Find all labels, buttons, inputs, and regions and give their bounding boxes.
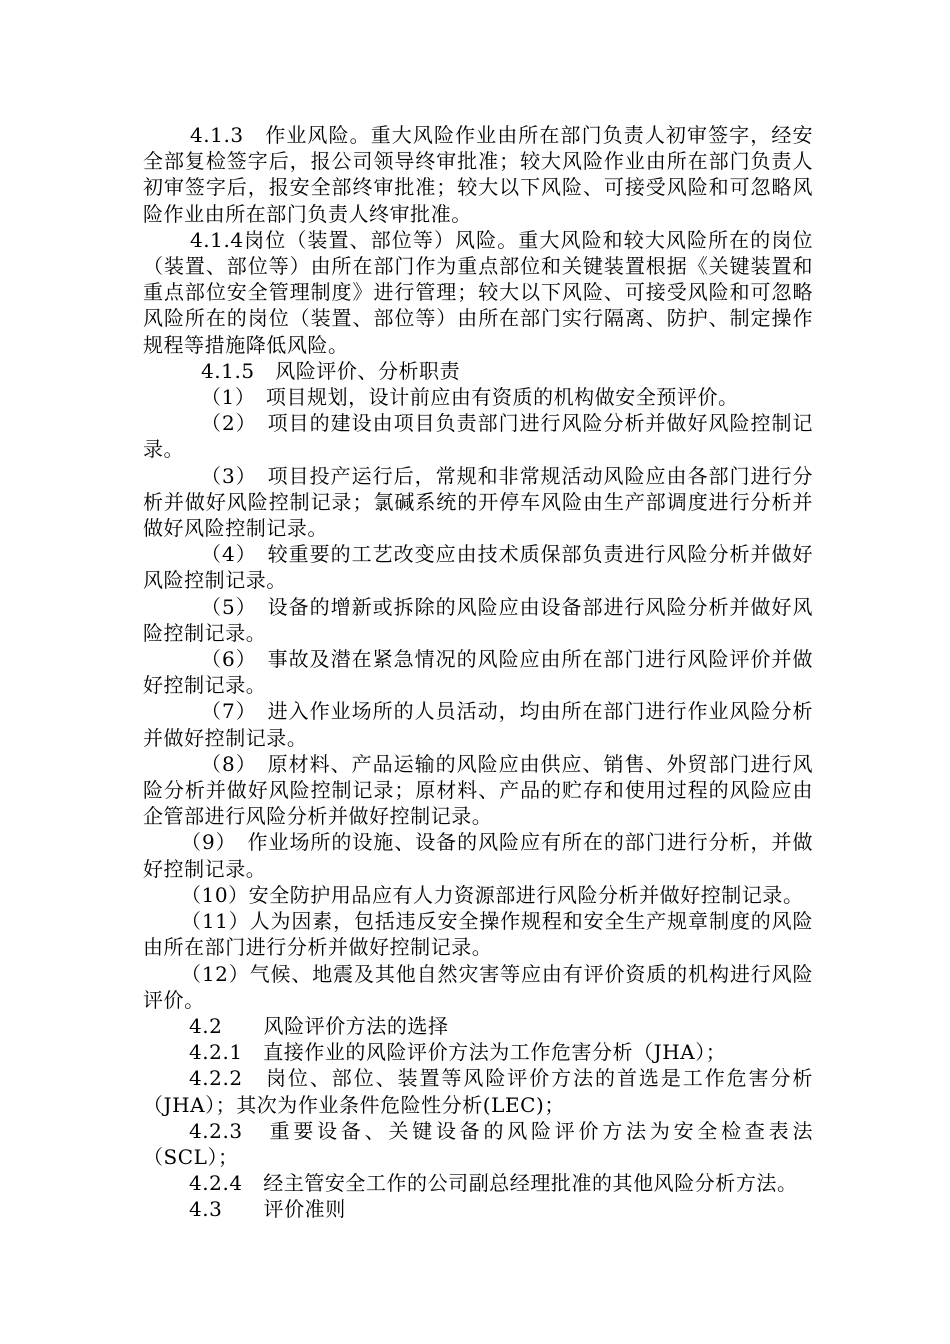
list-item-12: （12）气候、地震及其他自然灾害等应由有评价资质的机构进行风险评价。 bbox=[143, 961, 813, 1012]
heading-4-2: 4.2 风险评价方法的选择 bbox=[189, 1013, 449, 1038]
paragraph-4-1-4: 4.1.4岗位（装置、部位等）风险。重大风险和较大风险所在的岗位（装置、部位等）由所在部门作为重点部位和关键装置根据《关键装置和重点部位安全管理制度》进行管理；较大以下风险、可接受风险和可忽略风险所在的岗位（装置、部位等）由所在部门实行隔离、防护、制定操作规程等措施降低风险。 bbox=[143, 227, 813, 357]
list-item-2: （2） 项目的建设由项目负责部门进行风险分析并做好风险控制记录。 bbox=[143, 411, 813, 462]
list-item-10: （10）安全防护用品应有人力资源部进行风险分析并做好控制记录。 bbox=[181, 882, 804, 907]
list-item-9: （9） 作业场所的设施、设备的风险应有所在的部门进行分析，并做好控制记录。 bbox=[143, 830, 813, 881]
paragraph-4-2-1: 4.2.1 直接作业的风险评价方法为工作危害分析（JHA）； bbox=[189, 1040, 727, 1065]
list-item-8: （8） 原材料、产品运输的风险应由供应、销售、外贸部门进行风险分析并做好风险控制记录；原材料、产品的贮存和使用过程的风险应由企管部进行风险分析并做好控制记录。 bbox=[143, 751, 813, 829]
list-item-6: （6） 事故及潜在紧急情况的风险应由所在部门进行风险评价并做好控制记录。 bbox=[143, 647, 813, 698]
paragraph-4-2-4: 4.2.4 经主管安全工作的公司副总经理批准的其他风险分析方法。 bbox=[189, 1171, 798, 1196]
list-item-5: （5） 设备的增新或拆除的风险应由设备部进行风险分析并做好风险控制记录。 bbox=[143, 594, 813, 645]
heading-4-3: 4.3 评价准则 bbox=[189, 1197, 346, 1222]
paragraph-4-2-3: 4.2.3 重要设备、关键设备的风险评价方法为安全检查表法（SCL）； bbox=[143, 1118, 813, 1169]
list-item-4: （4） 较重要的工艺改变应由技术质保部负责进行风险分析并做好风险控制记录。 bbox=[143, 542, 813, 593]
paragraph-4-1-3: 4.1.3 作业风险。重大风险作业由所在部门负责人初审签字，经安全部复检签字后，报公司领导终审批准；较大风险作业由所在部门负责人初审签字后，报安全部终审批准；较大以下风险、可接受风险和可忽略风险作业由所在部门负责人终审批准。 bbox=[143, 123, 813, 226]
list-item-3: （3） 项目投产运行后，常规和非常规活动风险应由各部门进行分析并做好风险控制记录；氯碱系统的开停车风险由生产部调度进行分析并做好风险控制记录。 bbox=[143, 463, 813, 541]
paragraph-4-2-2: 4.2.2 岗位、部位、装置等风险评价方法的首选是工作危害分析（JHA）；其次为作业条件危险性分析(LEC)； bbox=[143, 1066, 813, 1117]
document-body bbox=[143, 122, 813, 1223]
list-item-1: （1） 项目规划，设计前应由有资质的机构做安全预评价。 bbox=[201, 385, 739, 410]
list-item-11: （11）人为因素，包括违反安全操作规程和安全生产规章制度的风险由所在部门进行分析并做好控制记录。 bbox=[143, 909, 813, 960]
list-item-7: （7） 进入作业场所的人员活动，均由所在部门进行作业风险分析并做好控制记录。 bbox=[143, 699, 813, 750]
heading-4-1-5: 4.1.5 风险评价、分析职责 bbox=[201, 358, 461, 383]
